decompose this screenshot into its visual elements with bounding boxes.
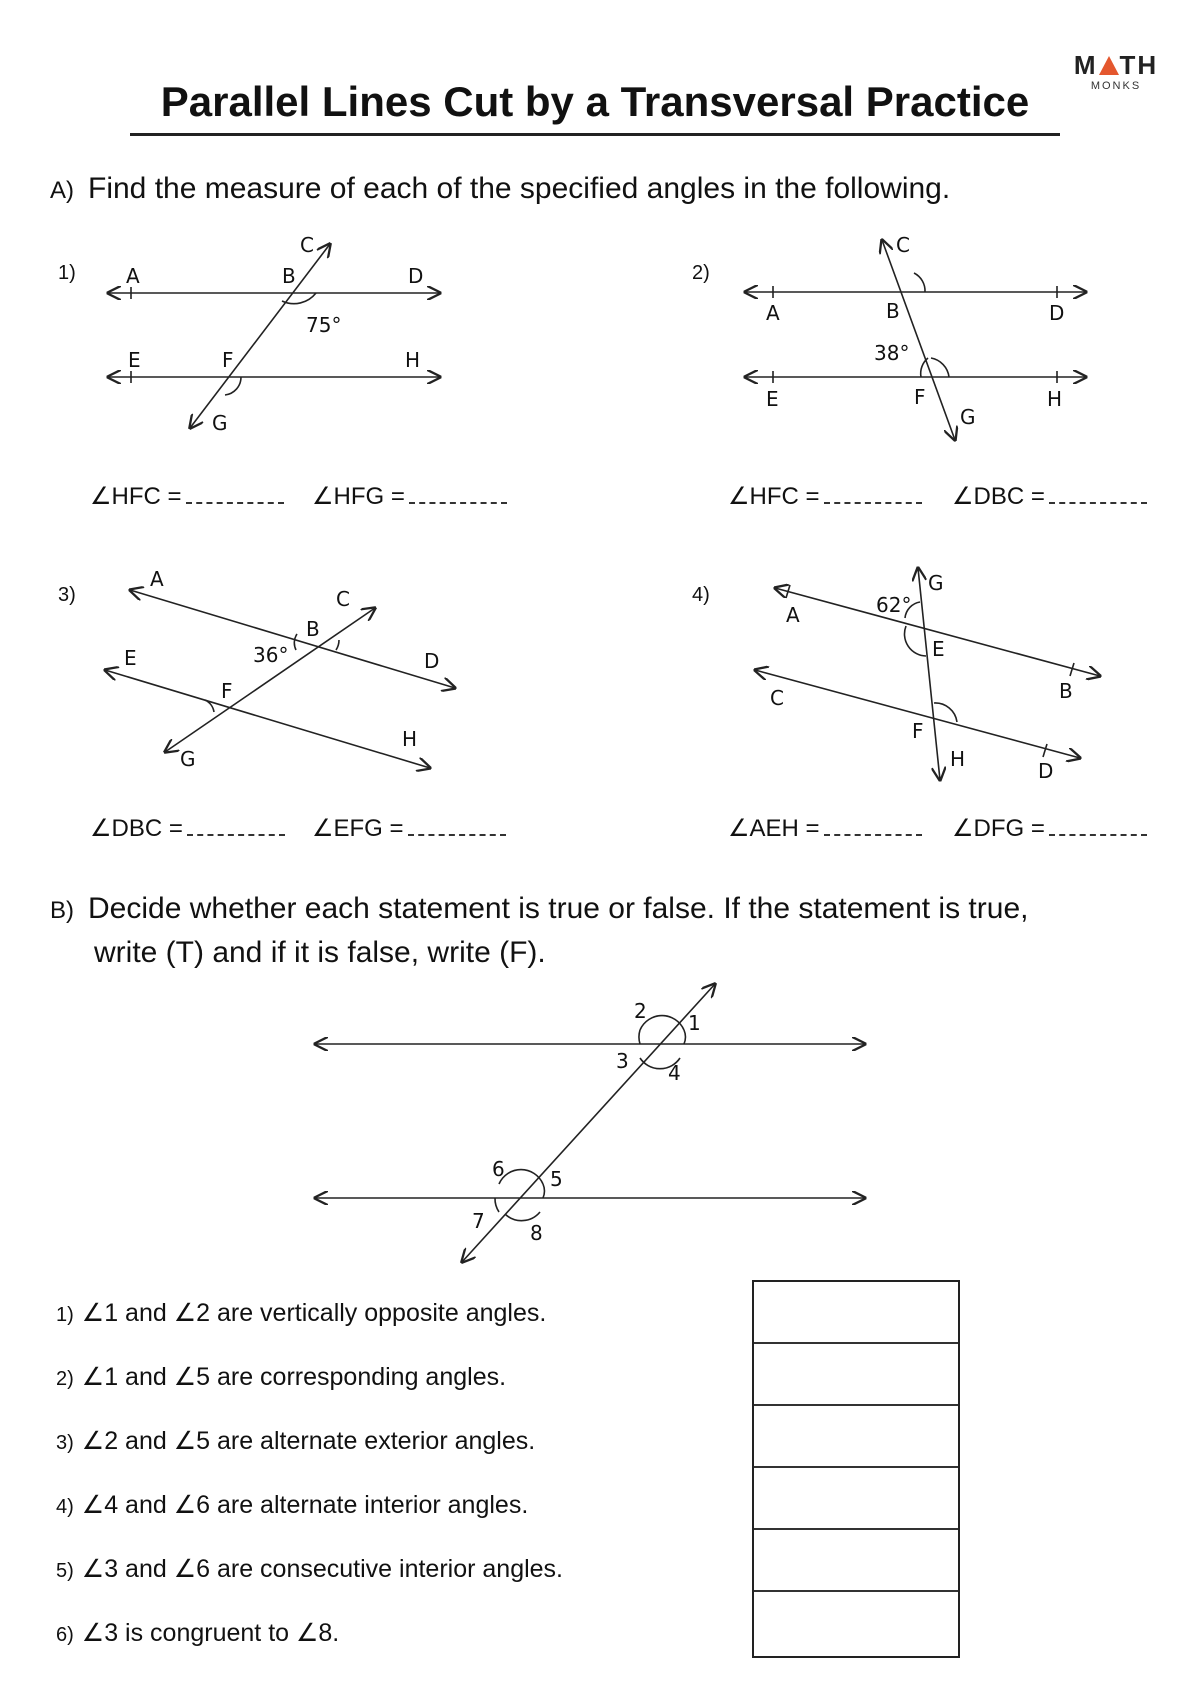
diagram-b-angle-7: 7 [472,1209,485,1233]
answer-4b-label: ∠DFG = [952,815,1045,842]
diagram-2-label-g: G [960,405,976,429]
statement-6-text: ∠3 is congruent to ∠8. [81,1619,340,1647]
answer-1b-label: ∠HFG = [312,483,405,510]
diagram-4-transversal [918,568,940,780]
diagram-3-label-e: E [124,646,137,670]
diagram-3-line-ad [130,590,455,688]
diagram-4-label-f: F [912,719,924,743]
diagram-1-label-a: A [126,264,140,288]
diagram-3-line-eh [105,670,430,768]
diagram-b [315,984,865,1262]
diagram-3-label-d: D [424,649,440,673]
statement-5-text: ∠3 and ∠6 are consecutive interior angles. [81,1555,563,1583]
section-a-label: A) [50,177,74,204]
answer-3a-label: ∠DBC = [90,815,183,842]
answer-1a-label: ∠HFC = [90,483,182,510]
section-b-label: B) [50,897,74,924]
statement-6-number: 6) [56,1624,74,1646]
problem-1-number: 1) [58,262,76,284]
diagram-b-angle-4: 4 [668,1061,681,1085]
section-b-heading [50,888,1028,974]
diagram-2-label-c: C [896,233,910,257]
diagram-4 [755,568,1100,780]
diagram-4-label-a: A [786,603,800,627]
answer-4b [952,814,1147,843]
statement-4-text: ∠4 and ∠6 are alternate interior angles. [81,1491,529,1519]
answer-3a [90,814,285,843]
statement-6 [56,1618,339,1648]
statement-2-number: 2) [56,1368,74,1390]
statement-3-text: ∠2 and ∠5 are alternate exterior angles. [81,1427,536,1455]
tf-answer-cell-3[interactable] [754,1406,958,1468]
answer-1a-blank[interactable] [186,484,284,504]
diagram-b-angle-2: 2 [634,999,647,1023]
answer-2b-label: ∠DBC = [952,483,1045,510]
diagram-2-transversal [882,240,955,440]
diagram-3-angle-arc [294,634,297,650]
diagram-2-label-a: A [766,301,780,325]
diagram-b-angle-6: 6 [492,1157,505,1181]
diagram-b-angle-1: 1 [688,1011,701,1035]
statement-5 [56,1554,563,1584]
tf-answer-cell-1[interactable] [754,1282,958,1344]
diagram-1-given-angle: 75° [306,313,342,337]
statement-1-number: 1) [56,1304,74,1326]
diagram-b-angle-3: 3 [616,1049,629,1073]
diagram-1-label-d: D [408,264,424,288]
answer-4a [728,814,922,843]
diagram-4-label-e: E [932,637,945,661]
diagram-b-transversal [462,984,715,1262]
diagram-2-label-f: F [914,385,926,409]
diagram-2-label-e: E [766,387,779,411]
answer-3a-blank[interactable] [187,816,285,836]
section-a-instruction: Find the measure of each of the specified angles in the following. [88,172,951,205]
diagram-4-given-angle: 62° [876,593,912,617]
answer-4a-blank[interactable] [824,816,922,836]
statement-3-number: 3) [56,1432,74,1454]
diagram-4-label-b: B [1059,679,1073,703]
diagram-4-label-h: H [950,747,966,771]
problem-3-number: 3) [58,584,76,606]
diagram-1-label-g: G [212,411,228,435]
answer-1b-blank[interactable] [409,484,507,504]
page-title: Parallel Lines Cut by a Transversal Practice [160,78,1030,125]
logo-letters-th: TH [1119,50,1159,80]
answer-4a-label: ∠AEH = [728,815,820,842]
diagram-2 [745,240,1086,440]
diagram-2-label-d: D [1049,301,1065,325]
section-b-instruction-line1: Decide whether each statement is true or false. If the statement is true, [88,892,1029,925]
diagram-3-label-a: A [150,567,164,591]
diagram-4-label-d: D [1038,759,1054,783]
statement-1-text: ∠1 and ∠2 are vertically opposite angles. [81,1299,547,1327]
answer-1a [90,482,284,511]
true-false-answer-box [752,1280,960,1658]
diagram-4-label-g: G [928,571,944,595]
tf-answer-cell-4[interactable] [754,1468,958,1530]
answer-3b-blank[interactable] [408,816,506,836]
answer-2a [728,482,922,511]
statement-4 [56,1490,528,1520]
diagram-4-label-c: C [770,686,784,710]
statement-4-number: 4) [56,1496,74,1518]
diagram-2-given-angle: 38° [874,341,910,365]
diagram-3-label-c: C [336,587,350,611]
diagram-1-label-h: H [405,348,421,372]
diagram-3-label-f: F [221,679,233,703]
diagram-2-label-b: B [886,299,900,323]
diagram-3-label-g: G [180,747,196,771]
problem-4-number: 4) [692,584,710,606]
logo-letter-m: M [1073,50,1098,80]
answer-3b [312,814,506,843]
statement-2-text: ∠1 and ∠5 are corresponding angles. [81,1363,507,1391]
answer-4b-blank[interactable] [1049,816,1147,836]
statement-5-number: 5) [56,1560,74,1582]
diagram-1-label-e: E [128,348,141,372]
answer-2a-blank[interactable] [824,484,922,504]
diagram-4-line-cd [755,670,1080,758]
answer-1b [312,482,507,511]
answer-3b-label: ∠EFG = [312,815,404,842]
logo-subtitle: MONKS [1090,80,1142,92]
tf-answer-cell-6[interactable] [754,1592,958,1654]
diagram-1-angle-arc [282,293,316,304]
diagram-2-label-h: H [1047,387,1063,411]
tf-answer-cell-5[interactable] [754,1530,958,1592]
diagram-b-angle-5: 5 [550,1167,563,1191]
diagram-2-angle-arc [914,273,925,292]
diagram-b-angle-8: 8 [530,1221,543,1245]
diagram-4-angle-arc [904,626,926,656]
diagram-1-label-c: C [300,233,314,257]
problem-2-number: 2) [692,262,710,284]
diagram-3-given-angle: 36° [253,643,289,667]
answer-2a-label: ∠HFC = [728,483,820,510]
diagram-4-line-ab [775,588,1100,676]
diagram-1 [108,244,440,428]
diagram-1-label-b: B [282,264,296,288]
statement-3 [56,1426,535,1456]
statement-1 [56,1298,546,1328]
section-b-instruction-line2: write (T) and if it is false, write (F). [94,936,546,969]
tf-answer-cell-2[interactable] [754,1344,958,1406]
diagram-3-label-h: H [402,727,418,751]
answer-2b [952,482,1147,511]
diagram-3-transversal [165,608,375,752]
diagram-3-label-b: B [306,617,320,641]
answer-2b-blank[interactable] [1049,484,1147,504]
statement-2 [56,1362,506,1392]
diagram-1-label-f: F [222,348,234,372]
